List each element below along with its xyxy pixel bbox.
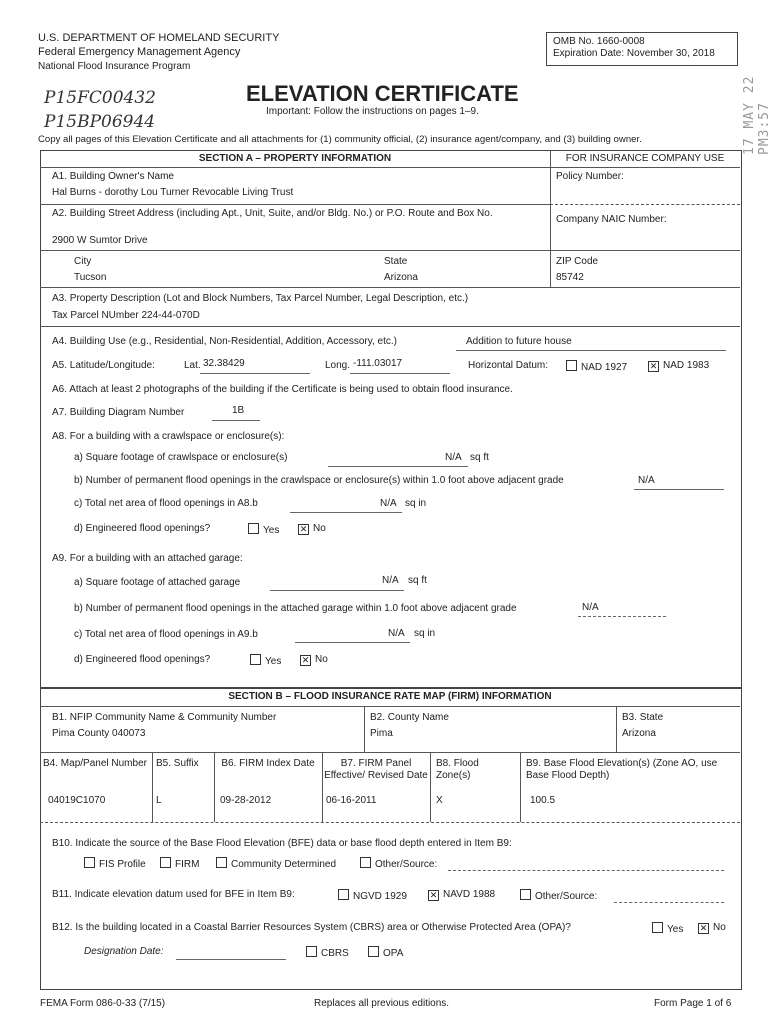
a8c-label: c) Total net area of flood openings in A8.b — [74, 498, 258, 509]
checked-checkbox-icon[interactable]: ✕ — [649, 361, 658, 371]
b10-other-option[interactable] — [360, 857, 437, 871]
a9d-yes-option[interactable] — [250, 654, 281, 668]
a8b-label: b) Number of permanent flood openings in the crawlspace or enclosure(s) within 1.0 foot above adjacent grade — [74, 475, 564, 486]
designation-date-label: Designation Date: — [84, 946, 164, 957]
a8d-no-option[interactable] — [298, 523, 326, 535]
yes-label: Yes — [667, 924, 684, 935]
a4-value[interactable]: Addition to future house — [466, 336, 572, 347]
checkbox-icon[interactable] — [360, 857, 371, 868]
b12-no-option[interactable] — [698, 922, 726, 934]
other-source-label: Other/Source: — [535, 891, 598, 902]
fis-label: FIS Profile — [99, 859, 146, 870]
navd-label: NAVD 1988 — [443, 889, 496, 900]
city-label: City — [74, 256, 92, 267]
nad1983-label: NAD 1983 — [663, 360, 710, 371]
a4-label: A4. Building Use (e.g., Residential, Non-Residential, Addition, Accessory, etc.) — [52, 336, 397, 347]
a8-label: A8. For a building with a crawlspace or enclosure(s): — [52, 431, 285, 442]
checkbox-icon[interactable] — [216, 857, 227, 868]
insurance-use-title: FOR INSURANCE COMPANY USE — [565, 153, 725, 164]
yes-label: Yes — [265, 656, 282, 667]
a8d-label: d) Engineered flood openings? — [74, 523, 211, 534]
page-title: ELEVATION CERTIFICATE — [246, 81, 519, 106]
b2-label: B2. County Name — [370, 712, 449, 723]
yes-label: Yes — [263, 525, 280, 536]
no-label: No — [315, 654, 328, 665]
b5-label: B5. Suffix — [156, 758, 199, 769]
checkbox-icon[interactable] — [306, 946, 317, 957]
b6-label: B6. FIRM Index Date — [221, 758, 315, 769]
datum-label: Horizontal Datum: — [468, 360, 549, 371]
lat-value[interactable]: 32.38429 — [203, 358, 245, 369]
received-stamp: 17 MAY 22 PM3:57 — [742, 75, 772, 155]
navd-option[interactable] — [428, 889, 495, 901]
a1-label: A1. Building Owner's Name — [52, 171, 174, 182]
page-number: Form Page 1 of 6 — [654, 998, 732, 1009]
a2-label: A2. Building Street Address (including Apt., Unit, Suite, and/or Bldg. No.) or P.O. Route and Box No. — [52, 208, 493, 219]
a8c-unit: sq in — [405, 498, 427, 509]
checkbox-icon[interactable] — [248, 523, 259, 534]
program-name: National Flood Insurance Program — [38, 61, 191, 72]
a8a-label: a) Square footage of crawlspace or enclosure(s) — [74, 452, 288, 463]
a9a-unit: sq ft — [408, 575, 427, 586]
policy-number-label: Policy Number: — [556, 171, 624, 182]
copy-note: Copy all pages of this Elevation Certificate and all attachments for (1) community official, (2) insurance agent/company, and (3) building owner. — [38, 134, 642, 145]
b5-value[interactable]: L — [156, 795, 162, 806]
community-determined-option[interactable] — [216, 857, 336, 871]
checkbox-icon[interactable] — [160, 857, 171, 868]
a9a-label: a) Square footage of attached garage — [74, 577, 241, 588]
a6-label: A6. Attach at least 2 photographs of the building if the Certificate is being used to obtain flood insurance. — [52, 384, 513, 395]
checked-checkbox-icon[interactable]: ✕ — [301, 655, 310, 665]
b8-value[interactable]: X — [436, 795, 443, 806]
b11-label: B11. Indicate elevation datum used for BFE in Item B9: — [52, 889, 295, 900]
opa-option[interactable] — [368, 946, 403, 960]
expiration-date: Expiration Date: November 30, 2018 — [553, 48, 715, 59]
a3-value[interactable]: Tax Parcel NUmber 224-44-070D — [52, 310, 200, 321]
checkbox-icon[interactable] — [652, 922, 663, 933]
b12-yes-option[interactable] — [652, 922, 683, 936]
state-label: State — [384, 256, 408, 267]
firm-option[interactable] — [160, 857, 199, 871]
a8a-value[interactable]: N/A — [445, 452, 462, 463]
zip-label: ZIP Code — [556, 256, 599, 267]
b11-other-option[interactable] — [520, 889, 597, 903]
b7-label: B7. FIRM Panel Effective/ Revised Date — [324, 758, 428, 781]
zip-value[interactable]: 85742 — [556, 272, 584, 283]
checkbox-icon[interactable] — [338, 889, 349, 900]
opa-label: OPA — [383, 948, 404, 959]
a8a-unit: sq ft — [470, 452, 489, 463]
b4-value[interactable]: 04019C1070 — [48, 795, 106, 806]
a5-label: A5. Latitude/Longitude: — [52, 360, 155, 371]
a7-value[interactable]: 1B — [232, 405, 245, 416]
no-label: No — [713, 922, 726, 933]
long-label: Long. — [325, 360, 351, 371]
replaces-note: Replaces all previous editions. — [314, 998, 450, 1009]
firm-label: FIRM — [175, 859, 200, 870]
long-value[interactable]: -111.03017 — [353, 358, 403, 369]
other-source-label: Other/Source: — [375, 859, 438, 870]
a3-label: A3. Property Description (Lot and Block Numbers, Tax Parcel Number, Legal Description, etc.) — [52, 293, 469, 304]
a9a-value[interactable]: N/A — [382, 575, 399, 586]
dept-name: U.S. DEPARTMENT OF HOMELAND SECURITY — [38, 32, 280, 44]
b12-label: B12. Is the building located in a Coastal Barrier Resources System (CBRS) area or Otherwise Protected Area (OPA)? — [52, 922, 571, 933]
city-value[interactable]: Tucson — [74, 272, 107, 283]
b1-label: B1. NFIP Community Name & Community Number — [52, 712, 277, 723]
omb-box — [546, 32, 738, 66]
fis-profile-option[interactable] — [84, 857, 146, 871]
a9d-no-option[interactable] — [300, 654, 328, 666]
checkbox-icon[interactable] — [84, 857, 95, 868]
community-label: Community Determined — [231, 859, 337, 870]
checked-checkbox-icon[interactable]: ✕ — [299, 524, 308, 534]
nad1983-option[interactable] — [648, 360, 709, 372]
ngvd-option[interactable] — [338, 889, 407, 903]
form-number: FEMA Form 086-0-33 (7/15) — [40, 998, 166, 1009]
a8b-value[interactable]: N/A — [638, 475, 655, 486]
cbrs-option[interactable] — [306, 946, 349, 960]
cbrs-label: CBRS — [321, 948, 349, 959]
b9-value[interactable]: 100.5 — [530, 795, 556, 806]
a9c-label: c) Total net area of flood openings in A9.b — [74, 629, 258, 640]
checkbox-icon[interactable] — [566, 360, 577, 371]
nad1927-option[interactable] — [566, 360, 627, 374]
a8d-yes-option[interactable] — [248, 523, 279, 537]
section-a-title: SECTION A – PROPERTY INFORMATION — [198, 153, 392, 164]
a1-value[interactable]: Hal Burns - dorothy Lou Turner Revocable Living Trust — [52, 187, 294, 198]
nad1927-label: NAD 1927 — [581, 362, 628, 373]
a7-label: A7. Building Diagram Number — [52, 407, 185, 418]
no-label: No — [313, 523, 326, 534]
ngvd-label: NGVD 1929 — [353, 891, 407, 902]
a9b-value[interactable]: N/A — [582, 602, 599, 613]
state-value[interactable]: Arizona — [384, 272, 418, 283]
omb-number: OMB No. 1660-0008 — [553, 36, 645, 47]
handwritten-note-1: P15FC00432 — [44, 88, 156, 108]
a2-value[interactable]: 2900 W Sumtor Drive — [52, 235, 148, 246]
b10-label: B10. Indicate the source of the Base Flood Elevation (BFE) data or base flood depth entered in Item B9: — [52, 838, 512, 849]
section-b-title: SECTION B – FLOOD INSURANCE RATE MAP (FIRM) INFORMATION — [228, 691, 552, 702]
naic-label: Company NAIC Number: — [556, 214, 667, 225]
a9d-label: d) Engineered flood openings? — [74, 654, 211, 665]
b6-value[interactable]: 09-28-2012 — [220, 795, 272, 806]
b3-value[interactable]: Arizona — [622, 728, 656, 739]
b4-label: B4. Map/Panel Number — [43, 758, 147, 769]
a9c-value[interactable]: N/A — [388, 628, 405, 639]
a8c-value[interactable]: N/A — [380, 498, 397, 509]
b8-label: B8. Flood Zone(s) — [436, 758, 479, 781]
a9b-label: b) Number of permanent flood openings in the attached garage within 1.0 foot above adjacent grade — [74, 603, 517, 614]
checkbox-icon[interactable] — [368, 946, 379, 957]
b1-value[interactable]: Pima County 040073 — [52, 728, 146, 739]
checked-checkbox-icon[interactable]: ✕ — [429, 890, 438, 900]
b9-label: B9. Base Flood Elevation(s) (Zone AO, use Base Flood Depth) — [526, 758, 718, 781]
b2-value[interactable]: Pima — [370, 728, 393, 739]
checked-checkbox-icon[interactable]: ✕ — [699, 923, 708, 933]
handwritten-note-2: P15BP06944 — [44, 112, 156, 132]
b3-label: B3. State — [622, 712, 664, 723]
agency-name: Federal Emergency Management Agency — [38, 46, 241, 58]
checkbox-icon[interactable] — [520, 889, 531, 900]
a9c-unit: sq in — [414, 628, 436, 639]
a9-label: A9. For a building with an attached garage: — [52, 553, 243, 564]
important-note: Important: Follow the instructions on pages 1–9. — [266, 106, 479, 117]
lat-label: Lat. — [184, 360, 201, 371]
b7-value[interactable]: 06-16-2011 — [326, 795, 377, 806]
checkbox-icon[interactable] — [250, 654, 261, 665]
